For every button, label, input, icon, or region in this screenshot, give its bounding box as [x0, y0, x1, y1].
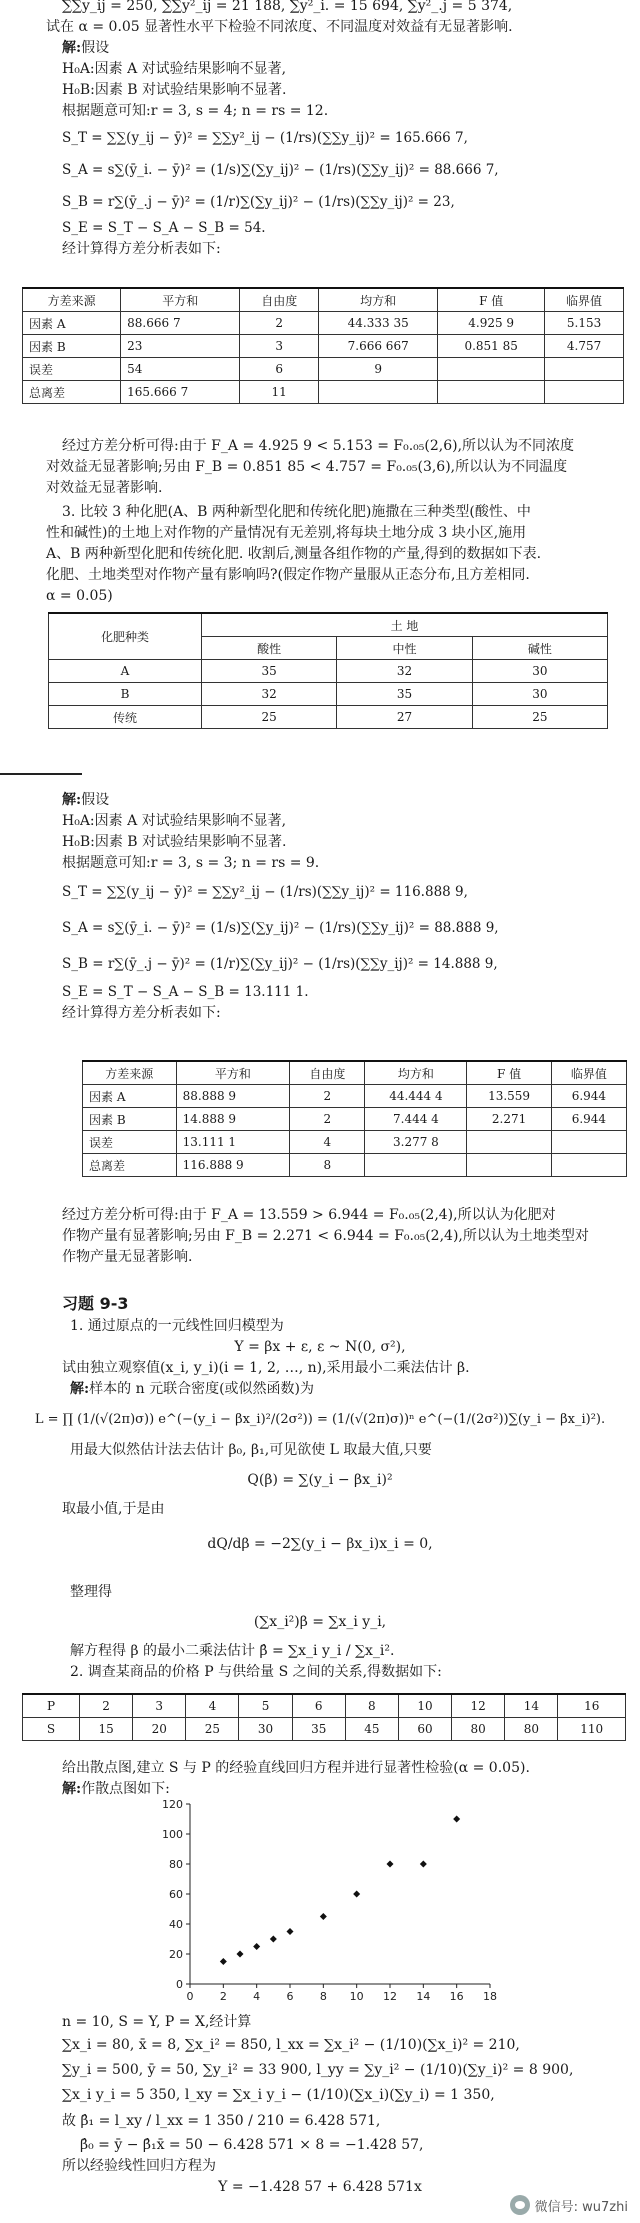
conclusion-2: [0, 1205, 640, 1268]
table-cell: 13.111 1: [176, 1131, 290, 1154]
normal-equation: (∑x_i²)β = ∑x_i y_i,: [253, 1614, 387, 1630]
table-header-cell: 方差来源: [83, 1061, 177, 1085]
given-values: 根据题意可知:r = 3, s = 4; n = rs = 12.: [62, 103, 329, 119]
table-cell: 44.444 4: [365, 1085, 467, 1108]
table-cell: 2: [80, 1694, 133, 1718]
conclusion-line: 经过方差分析可得:由于 F_A = 4.925 9 < 5.153 = F₀.₀₅(2,6),所以认为不同浓度: [62, 438, 575, 454]
table-cell: 165.666 7: [121, 381, 240, 404]
conclusion-line: 对效益无显著影响;另由 F_B = 0.851 85 < 4.757 = F₀.₀₅(3,6),所以认为不同温度: [46, 459, 568, 475]
table-header-cell: 酸性: [202, 637, 337, 660]
table-row: [23, 312, 624, 335]
table-header-cell: 自由度: [240, 288, 319, 312]
table-row: [49, 706, 608, 729]
table-header-cell: 自由度: [290, 1061, 365, 1085]
watermark-text: 微信号: wu7zhi: [534, 2199, 628, 2215]
table-cell: 3: [133, 1694, 186, 1718]
x-tick-label: 14: [416, 1990, 431, 2003]
table-cell: 30: [239, 1718, 292, 1741]
chart-points: [220, 1816, 460, 1966]
conclusion-line: 对效益无显著影响.: [46, 480, 163, 496]
formula-se: S_E = S_T − S_A − S_B = 54.: [62, 220, 266, 236]
table-cell: 4.757: [545, 335, 624, 358]
table-cell: 20: [133, 1718, 186, 1741]
table-row: [83, 1085, 627, 1108]
table-cell: 9: [319, 358, 438, 381]
table-cell: 13.559: [467, 1085, 551, 1108]
table-cell: 2: [290, 1085, 365, 1108]
table-cell: 2: [240, 312, 319, 335]
table-cell: 32: [337, 660, 472, 683]
question-tail: 试在 α = 0.05 显著性水平下检验不同浓度、不同温度对效益有无显著影响.: [46, 19, 513, 35]
conclusion-line: 经过方差分析可得:由于 F_A = 13.559 > 6.944 = F₀.₀₅(2,4),所以认为化肥对: [62, 1207, 556, 1223]
mle-line: 用最大似然估计法去估计 β₀, β₁,可见欲使 L 取最大值,只要: [70, 1442, 432, 1458]
anova-table-2: [82, 1060, 627, 1177]
conclusion-1: [0, 436, 640, 499]
hypothesis-b: H₀B:因素 B 对试验结果影响不显著.: [62, 834, 287, 850]
conclusion-line: 作物产量有显著影响;另由 F_B = 2.271 < 6.944 = F₀.₀₅(2,4),所以认为土地类型对: [62, 1228, 589, 1244]
table-cell: 88.888 9: [176, 1085, 290, 1108]
y-tick-label: 40: [169, 1918, 183, 1931]
table-cell: 27: [337, 706, 472, 729]
beta1-line: 故 β̂₁ = l_xy / l_xx = 1 350 / 210 = 6.428 571,: [62, 2113, 381, 2129]
x-tick-label: 8: [319, 1990, 327, 2003]
table-cell: 8: [345, 1694, 398, 1718]
calc-intro: n = 10, S = Y, P = X,经计算: [62, 2014, 252, 2030]
table-cell: [467, 1154, 551, 1177]
table-cell: 12: [452, 1694, 505, 1718]
data-point: [270, 1936, 277, 1943]
x-tick-label: 4: [253, 1990, 261, 2003]
q3-line: 性和碱性)的土地上对作物的产量情况有无差别,将每块土地分成 3 块小区,施用: [46, 525, 527, 541]
table-cell: 14: [505, 1694, 558, 1718]
table-cell: 25: [202, 706, 337, 729]
q2-task: [0, 1758, 640, 1800]
q2-line: 2. 调查某商品的价格 P 与供给量 S 之间的关系,得数据如下:: [70, 1664, 442, 1680]
hypothesis-a: H₀A:因素 A 对试验结果影响不显著,: [62, 813, 287, 829]
table-cell: [545, 358, 624, 381]
beta0-line: β̂₀ = ȳ − β̂₁x̄ = 50 − 6.428 571 × 8 = −1.428 57,: [80, 2137, 424, 2153]
regression-equation: Y = −1.428 57 + 6.428 571x: [218, 2179, 422, 2195]
solution-label: 解:: [70, 1381, 90, 1397]
table-cell: 4: [186, 1694, 239, 1718]
table-cell: 0.851 85: [438, 335, 545, 358]
table-header-cell: 中性: [337, 637, 472, 660]
data-point: [237, 1951, 244, 1958]
table-header-cell: 临界值: [551, 1061, 626, 1085]
data-point: [453, 1816, 460, 1823]
x-tick-label: 10: [349, 1990, 364, 2003]
question-3: [0, 502, 640, 607]
table-header-row: [23, 288, 624, 312]
x-tick-label: 12: [383, 1990, 397, 2003]
table-cell: 7.444 4: [365, 1108, 467, 1131]
table-cell: 6: [240, 358, 319, 381]
table-header-cell: 平方和: [121, 288, 240, 312]
table-header-cell: S: [23, 1718, 80, 1741]
data-point: [253, 1943, 260, 1950]
solve-line: 解方程得 β 的最小二乘法估计 β̂ = ∑x_i y_i / ∑x_i².: [70, 1643, 395, 1659]
watermark: [510, 2195, 628, 2215]
table-header-cell: 碱性: [472, 637, 607, 660]
y-tick-label: 20: [169, 1948, 183, 1961]
solution-head: 假设: [81, 40, 110, 56]
table-cell: 80: [452, 1718, 505, 1741]
x-tick-label: 0: [186, 1990, 194, 2003]
q2-task-line: 给出散点图,建立 S 与 P 的经验直线回归方程并进行显著性检验(α = 0.05).: [62, 1760, 530, 1776]
x-tick-label: 6: [286, 1990, 294, 2003]
table-cell: 4: [290, 1131, 365, 1154]
table-cell: 误差: [83, 1131, 177, 1154]
x-tick-label: 16: [449, 1990, 464, 2003]
formula-sa: S_A = s∑(ȳ_i. − ȳ)² = (1/s)∑(∑y_ij)² − (1/rs)(∑∑y_ij)² = 88.666 7,: [62, 162, 499, 178]
table-cell: 因素 A: [23, 312, 121, 335]
chart-axes: [190, 1804, 490, 1984]
table-header-cell: 方差来源: [23, 288, 121, 312]
table-row: [83, 1131, 627, 1154]
solution-head: 假设: [81, 792, 110, 808]
q1-line: 1. 通过原点的一元线性回归模型为: [70, 1318, 284, 1334]
data-point: [420, 1861, 427, 1868]
q3-line: 3. 比较 3 种化肥(A、B 两种新型化肥和传统化肥)施撒在三种类型(酸性、中: [62, 504, 531, 520]
table-cell: [545, 381, 624, 404]
data-point: [320, 1913, 327, 1920]
table-cell: 因素 B: [23, 335, 121, 358]
table-cell: 7.666 667: [319, 335, 438, 358]
table-cell: 116.888 9: [176, 1154, 290, 1177]
q1-model: Y = βx + ε, ε ~ N(0, σ²),: [234, 1339, 406, 1355]
table-cell: 45: [345, 1718, 398, 1741]
solution-label: 解:: [62, 792, 82, 808]
table-cell: 2: [290, 1108, 365, 1131]
table-header-cell: P: [23, 1694, 80, 1718]
table-header-cell: 临界值: [545, 288, 624, 312]
y-tick-label: 100: [162, 1828, 183, 1841]
q3-line: A、B 两种新型化肥和传统化肥. 收割后,测量各组作物的产量,得到的数据如下表.: [46, 546, 542, 562]
likelihood-formula: L = ∏ (1/(√(2π)σ)) e^(−(y_i − βx_i)²/(2σ²)) = (1/(√(2π)σ))ⁿ e^(−(1/(2σ²))∑(y_i − βx_i)²).: [34, 1412, 606, 1427]
data-point: [220, 1958, 227, 1965]
x-tick-label: 18: [483, 1990, 497, 2003]
chart-ticks: [162, 1798, 497, 2003]
formula-st: S_T = ∑∑(y_ij − ȳ)² = ∑∑y²_ij − (1/rs)(∑∑y_ij)² = 165.666 7,: [62, 130, 468, 146]
table-row: [49, 660, 608, 683]
table-cell: 32: [202, 683, 337, 706]
table-cell: 15: [80, 1718, 133, 1741]
table-row: [23, 1694, 626, 1718]
formula-sb: S_B = r∑(ȳ_.j − ȳ)² = (1/r)∑(∑y_ij)² − (1/rs)(∑∑y_ij)² = 14.888 9,: [62, 956, 498, 972]
y-tick-label: 0: [176, 1978, 183, 1991]
table-cell: [467, 1131, 551, 1154]
table-row: [23, 335, 624, 358]
table-cell: 88.666 7: [121, 312, 240, 335]
calculation-section: [0, 2012, 640, 2198]
y-tick-label: 60: [169, 1888, 183, 1901]
y-tick-label: 120: [162, 1798, 183, 1811]
table-intro: 经计算得方差分析表如下:: [62, 1005, 221, 1021]
table-header-row: [83, 1061, 627, 1085]
table-cell: 8: [290, 1154, 365, 1177]
table-row: [83, 1108, 627, 1131]
q3-line: α = 0.05): [46, 588, 113, 604]
table-cell: 10: [398, 1694, 451, 1718]
arrange-line: 整理得: [70, 1584, 112, 1600]
table-row: [23, 358, 624, 381]
hypothesis-a: H₀A:因素 A 对试验结果影响不显著,: [62, 61, 287, 77]
table-cell: [438, 381, 545, 404]
table-row: [49, 683, 608, 706]
table-row: [83, 1154, 627, 1177]
table-cell: 5.153: [545, 312, 624, 335]
table-cell: 16: [558, 1694, 626, 1718]
table-cell: 6.944: [551, 1085, 626, 1108]
q2-solution: 作散点图如下:: [81, 1781, 170, 1797]
table-cell: 3.277 8: [365, 1131, 467, 1154]
table-cell: 80: [505, 1718, 558, 1741]
top-sums: ∑∑y_ij = 250, ∑∑y²_ij = 21 188, ∑y²_i. = 15 694, ∑y²_.j = 5 374,: [62, 0, 513, 14]
table-cell: 误差: [23, 358, 121, 381]
table-cell: 14.888 9: [176, 1108, 290, 1131]
data-point: [387, 1861, 394, 1868]
table-header-cell: 平方和: [176, 1061, 290, 1085]
table-cell: 35: [202, 660, 337, 683]
regression-intro: 所以经验线性回归方程为: [62, 2158, 216, 2174]
data-point: [287, 1928, 294, 1935]
table-cell: 5: [239, 1694, 292, 1718]
table-cell: [438, 358, 545, 381]
hypothesis-b: H₀B:因素 B 对试验结果影响不显著.: [62, 82, 287, 98]
table-row: [23, 381, 624, 404]
page-divider: [0, 773, 82, 775]
table-header-cell: 化肥种类: [49, 613, 202, 660]
part1-section: [0, 0, 640, 260]
data-point: [353, 1891, 360, 1898]
calc-line: ∑x_i y_i = 5 350, l_xy = ∑x_i y_i − (1/10)(∑x_i)(∑y_i) = 1 350,: [62, 2087, 495, 2103]
part2-section: [0, 790, 640, 1024]
conclusion-line: 作物产量无显著影响.: [62, 1249, 193, 1265]
table-cell: 44.333 35: [319, 312, 438, 335]
given-values: 根据题意可知:r = 3, s = 3; n = rs = 9.: [62, 855, 320, 871]
table-cell: 2.271: [467, 1108, 551, 1131]
table-header-cell: 均方和: [365, 1061, 467, 1085]
table-cell: 25: [186, 1718, 239, 1741]
table-header-cell: 均方和: [319, 288, 438, 312]
formula-sa: S_A = s∑(ȳ_i. − ȳ)² = (1/s)∑(∑y_ij)² − (1/rs)(∑∑y_ij)² = 88.888 9,: [62, 920, 499, 936]
x-tick-label: 2: [219, 1990, 227, 2003]
table-cell: 30: [472, 683, 607, 706]
formula-sb: S_B = r∑(ȳ_.j − ȳ)² = (1/r)∑(∑y_ij)² − (1/rs)(∑∑y_ij)² = 23,: [62, 194, 455, 210]
y-tick-label: 80: [169, 1858, 183, 1871]
table-header-cell: 土 地: [202, 613, 608, 637]
exercise-section-9-3: [0, 1292, 640, 1683]
formula-st: S_T = ∑∑(y_ij − ȳ)² = ∑∑y²_ij − (1/rs)(∑∑y_ij)² = 116.888 9,: [62, 884, 468, 900]
table-cell: 35: [292, 1718, 345, 1741]
scatter-chart: [150, 1796, 500, 2006]
table-cell: 传统: [49, 706, 202, 729]
table-header-cell: F 值: [467, 1061, 551, 1085]
calc-line: ∑x_i = 80, x̄ = 8, ∑x_i² = 850, l_xx = ∑x_i² − (1/10)(∑x_i)² = 210,: [62, 2037, 520, 2053]
table-cell: 11: [240, 381, 319, 404]
table-cell: 35: [337, 683, 472, 706]
min-line: 取最小值,于是由: [62, 1501, 165, 1517]
table-cell: 110: [558, 1718, 626, 1741]
table-cell: 60: [398, 1718, 451, 1741]
calc-line: ∑y_i = 500, ȳ = 50, ∑y_i² = 33 900, l_yy = ∑y_i² − (1/10)(∑y_i)² = 8 900,: [62, 2062, 574, 2078]
section-title: 习题 9-3: [62, 1294, 129, 1313]
formula-se: S_E = S_T − S_A − S_B = 13.111 1.: [62, 984, 309, 1000]
q-function: Q(β) = ∑(y_i − βx_i)²: [247, 1472, 393, 1488]
table-cell: 总离差: [83, 1154, 177, 1177]
solution-label: 解:: [62, 40, 82, 56]
solution-label: 解:: [62, 1781, 82, 1797]
table-cell: 因素 B: [83, 1108, 177, 1131]
table-cell: [365, 1154, 467, 1177]
table-cell: 54: [121, 358, 240, 381]
fertilizer-table: [48, 612, 608, 729]
table-cell: 25: [472, 706, 607, 729]
derivative-formula: dQ/dβ = −2∑(y_i − βx_i)x_i = 0,: [207, 1536, 433, 1552]
table-cell: 30: [472, 660, 607, 683]
table-cell: 6.944: [551, 1108, 626, 1131]
table-cell: [551, 1131, 626, 1154]
table-row: [23, 1718, 626, 1741]
table-cell: [319, 381, 438, 404]
q1-line: 试由独立观察值(x_i, y_i)(i = 1, 2, …, n),采用最小二乘法估计 β.: [62, 1360, 470, 1376]
q3-line: 化肥、土地类型对作物产量有影响吗?(假定作物产量服从正态分布,且方差相同.: [46, 567, 530, 583]
q1-solution: 样本的 n 元联合密度(或似然函数)为: [89, 1381, 315, 1397]
wechat-icon: [510, 2195, 530, 2215]
price-supply-table: [22, 1693, 626, 1741]
table-cell: 6: [292, 1694, 345, 1718]
table-cell: 3: [240, 335, 319, 358]
table-cell: 总离差: [23, 381, 121, 404]
table-cell: [551, 1154, 626, 1177]
table-intro: 经计算得方差分析表如下:: [62, 241, 221, 257]
table-cell: 23: [121, 335, 240, 358]
table-cell: 因素 A: [83, 1085, 177, 1108]
table-header-cell: F 值: [438, 288, 545, 312]
table-cell: A: [49, 660, 202, 683]
table-cell: 4.925 9: [438, 312, 545, 335]
anova-table-1: [22, 287, 624, 404]
table-cell: B: [49, 683, 202, 706]
